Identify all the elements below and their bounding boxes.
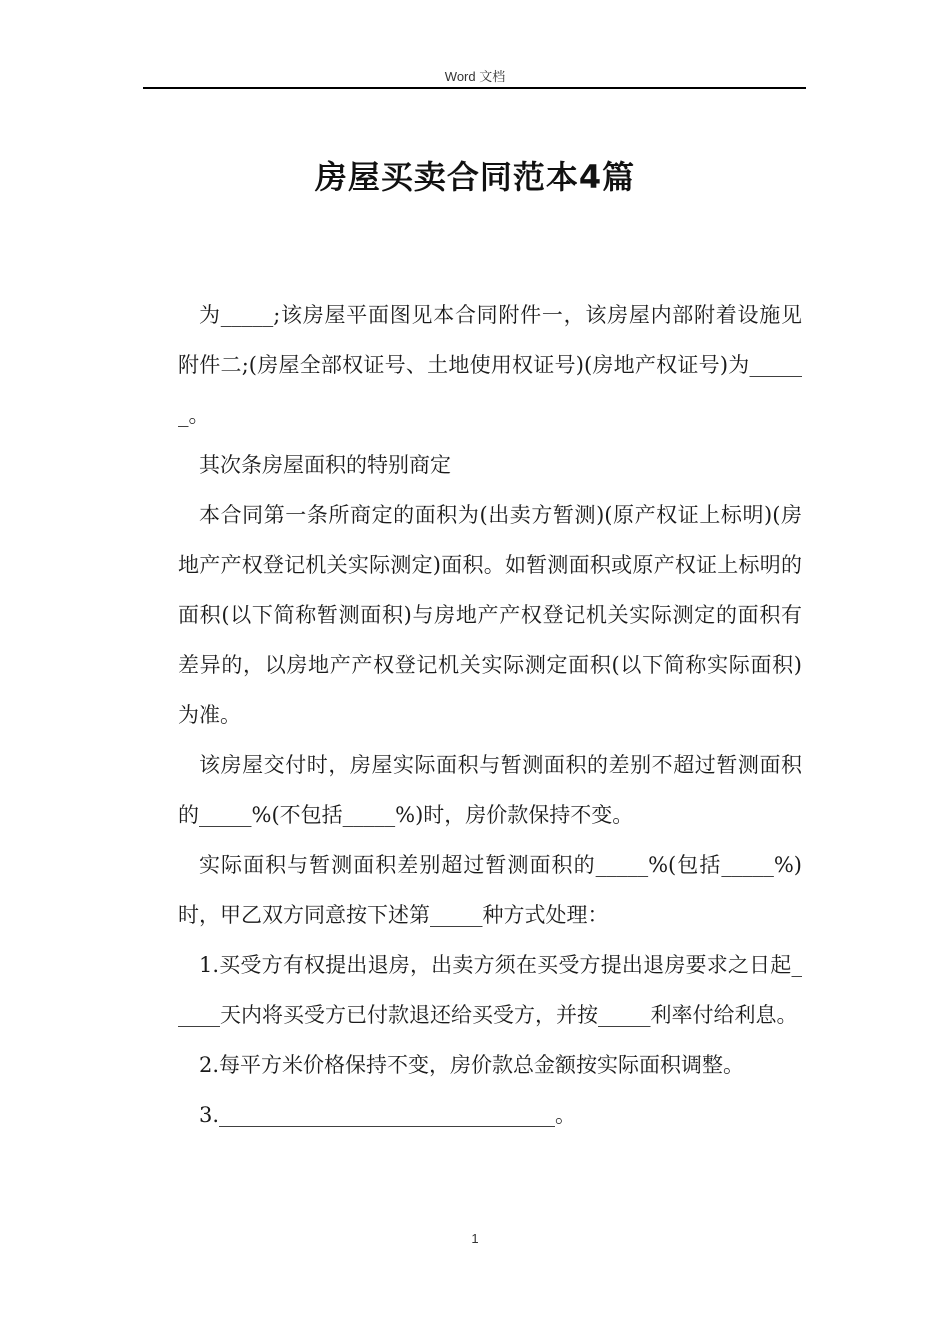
document-body [178,290,802,1140]
document-title: 房屋买卖合同范本4篇 [314,158,636,196]
paragraph-8: 3.________________________________。 [199,1103,577,1127]
paragraph-6: 1.买受方有权提出退房，出卖方须在买受方提出退房要求之日起_____天内将买受方已付款退还给买受方，并按_____利率付给利息。 [178,953,802,1027]
paragraph-7: 2.每平方米价格保持不变，房价款总金额按实际面积调整。 [199,1053,745,1077]
paragraph-1: 为_____;该房屋平面图见本合同附件一，该房屋内部附着设施见附件二;(房屋全部权证号、土地使用权证号)(房地产权证号)为______。 [178,303,802,427]
header-divider [143,87,806,89]
paragraph-2: 其次条房屋面积的特别商定 [199,453,451,477]
page-header: Word 文档 [444,69,506,84]
paragraph-3: 本合同第一条所商定的面积为(出卖方暂测)(原产权证上标明)(房地产产权登记机关实际测定)面积。如暂测面积或原产权证上标明的面积(以下简称暂测面积)与房地产产权登记机关实际测定的面积有差异的，以房地产产权登记机关实际测定面积(以下简称实际面积)为准。 [178,503,802,727]
page-number: 1 [471,1231,479,1246]
paragraph-5: 实际面积与暂测面积差别超过暂测面积的_____%(包括_____%)时，甲乙双方同意按下述第_____种方式处理： [178,853,802,927]
paragraph-4: 该房屋交付时，房屋实际面积与暂测面积的差别不超过暂测面积的_____%(不包括_____%)时，房价款保持不变。 [178,753,802,827]
